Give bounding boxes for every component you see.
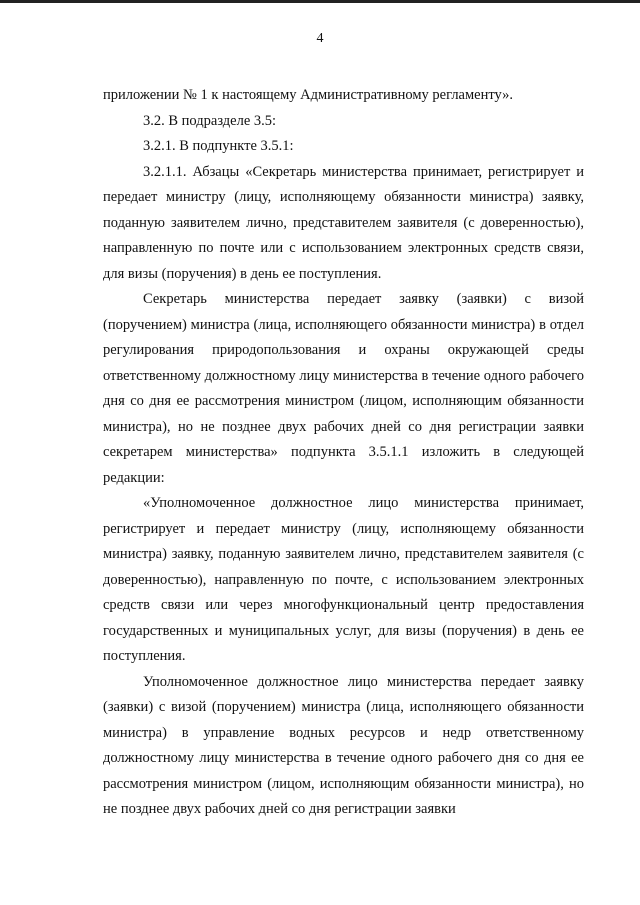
paragraph-section-3-2-1-1: 3.2.1.1. Абзацы «Секретарь министерства принимает, регистрирует и передает министру (лицу, исполняющему обязанности министра) заявку, поданную заявителем лично, представителем заявителя (с доверенностью), направленную по почте или с использованием электронных средств связи, для визы (поручения) в день ее поступления.: [103, 163, 584, 282]
paragraph-appendix-reference: приложении № 1 к настоящему Административному регламенту».: [103, 87, 514, 103]
paragraph-section-3-2: 3.2. В подразделе 3.5:: [143, 112, 277, 129]
paragraph-secretary-transfer: Секретарь министерства передает заявку (заявки) с визой (поручением) министра (лица, исполняющего обязанности министра) в отдел регулирования природопользования и охраны окружающей среды ответственному должностному лицу министерства в течение одного рабочего дня со дня ее рассмотрения министром (лицом, исполняющим обязанности министра), но не позднее двух рабочих дней со дня регистрации заявки секретарем министерства» подпункта 3.5.1.1 изложить в следующей редакции:: [103, 291, 584, 486]
top-border-rule: [0, 0, 640, 3]
document-body: [103, 83, 584, 823]
paragraph-section-3-2-1: 3.2.1. В подпункте 3.5.1:: [143, 138, 294, 154]
paragraph-new-wording-transfer: Уполномоченное должностное лицо министерства передает заявку (заявки) с визой (поручением) министра (лица, исполняющего обязанности министра) в управление водных ресурсов и недр ответственному должностному лицу министерства в течение одного рабочего дня со дня ее рассмотрения министром (лицом, исполняющим обязанности министра), но не позднее двух рабочих дней со дня регистрации заявки: [103, 673, 584, 817]
paragraph-new-wording-acceptance: «Уполномоченное должностное лицо министерства принимает, регистрирует и передает министру (лицу, исполняющему обязанности министра) заявку, поданную заявителем лично, представителем заявителя (с доверенностью), направленную по почте, с использованием электронных средств связи или через многофункциональный центр предоставления государственных и муниципальных услуг, для визы (поручения) в день ее поступления.: [103, 495, 584, 664]
page-number: 4: [316, 31, 324, 46]
